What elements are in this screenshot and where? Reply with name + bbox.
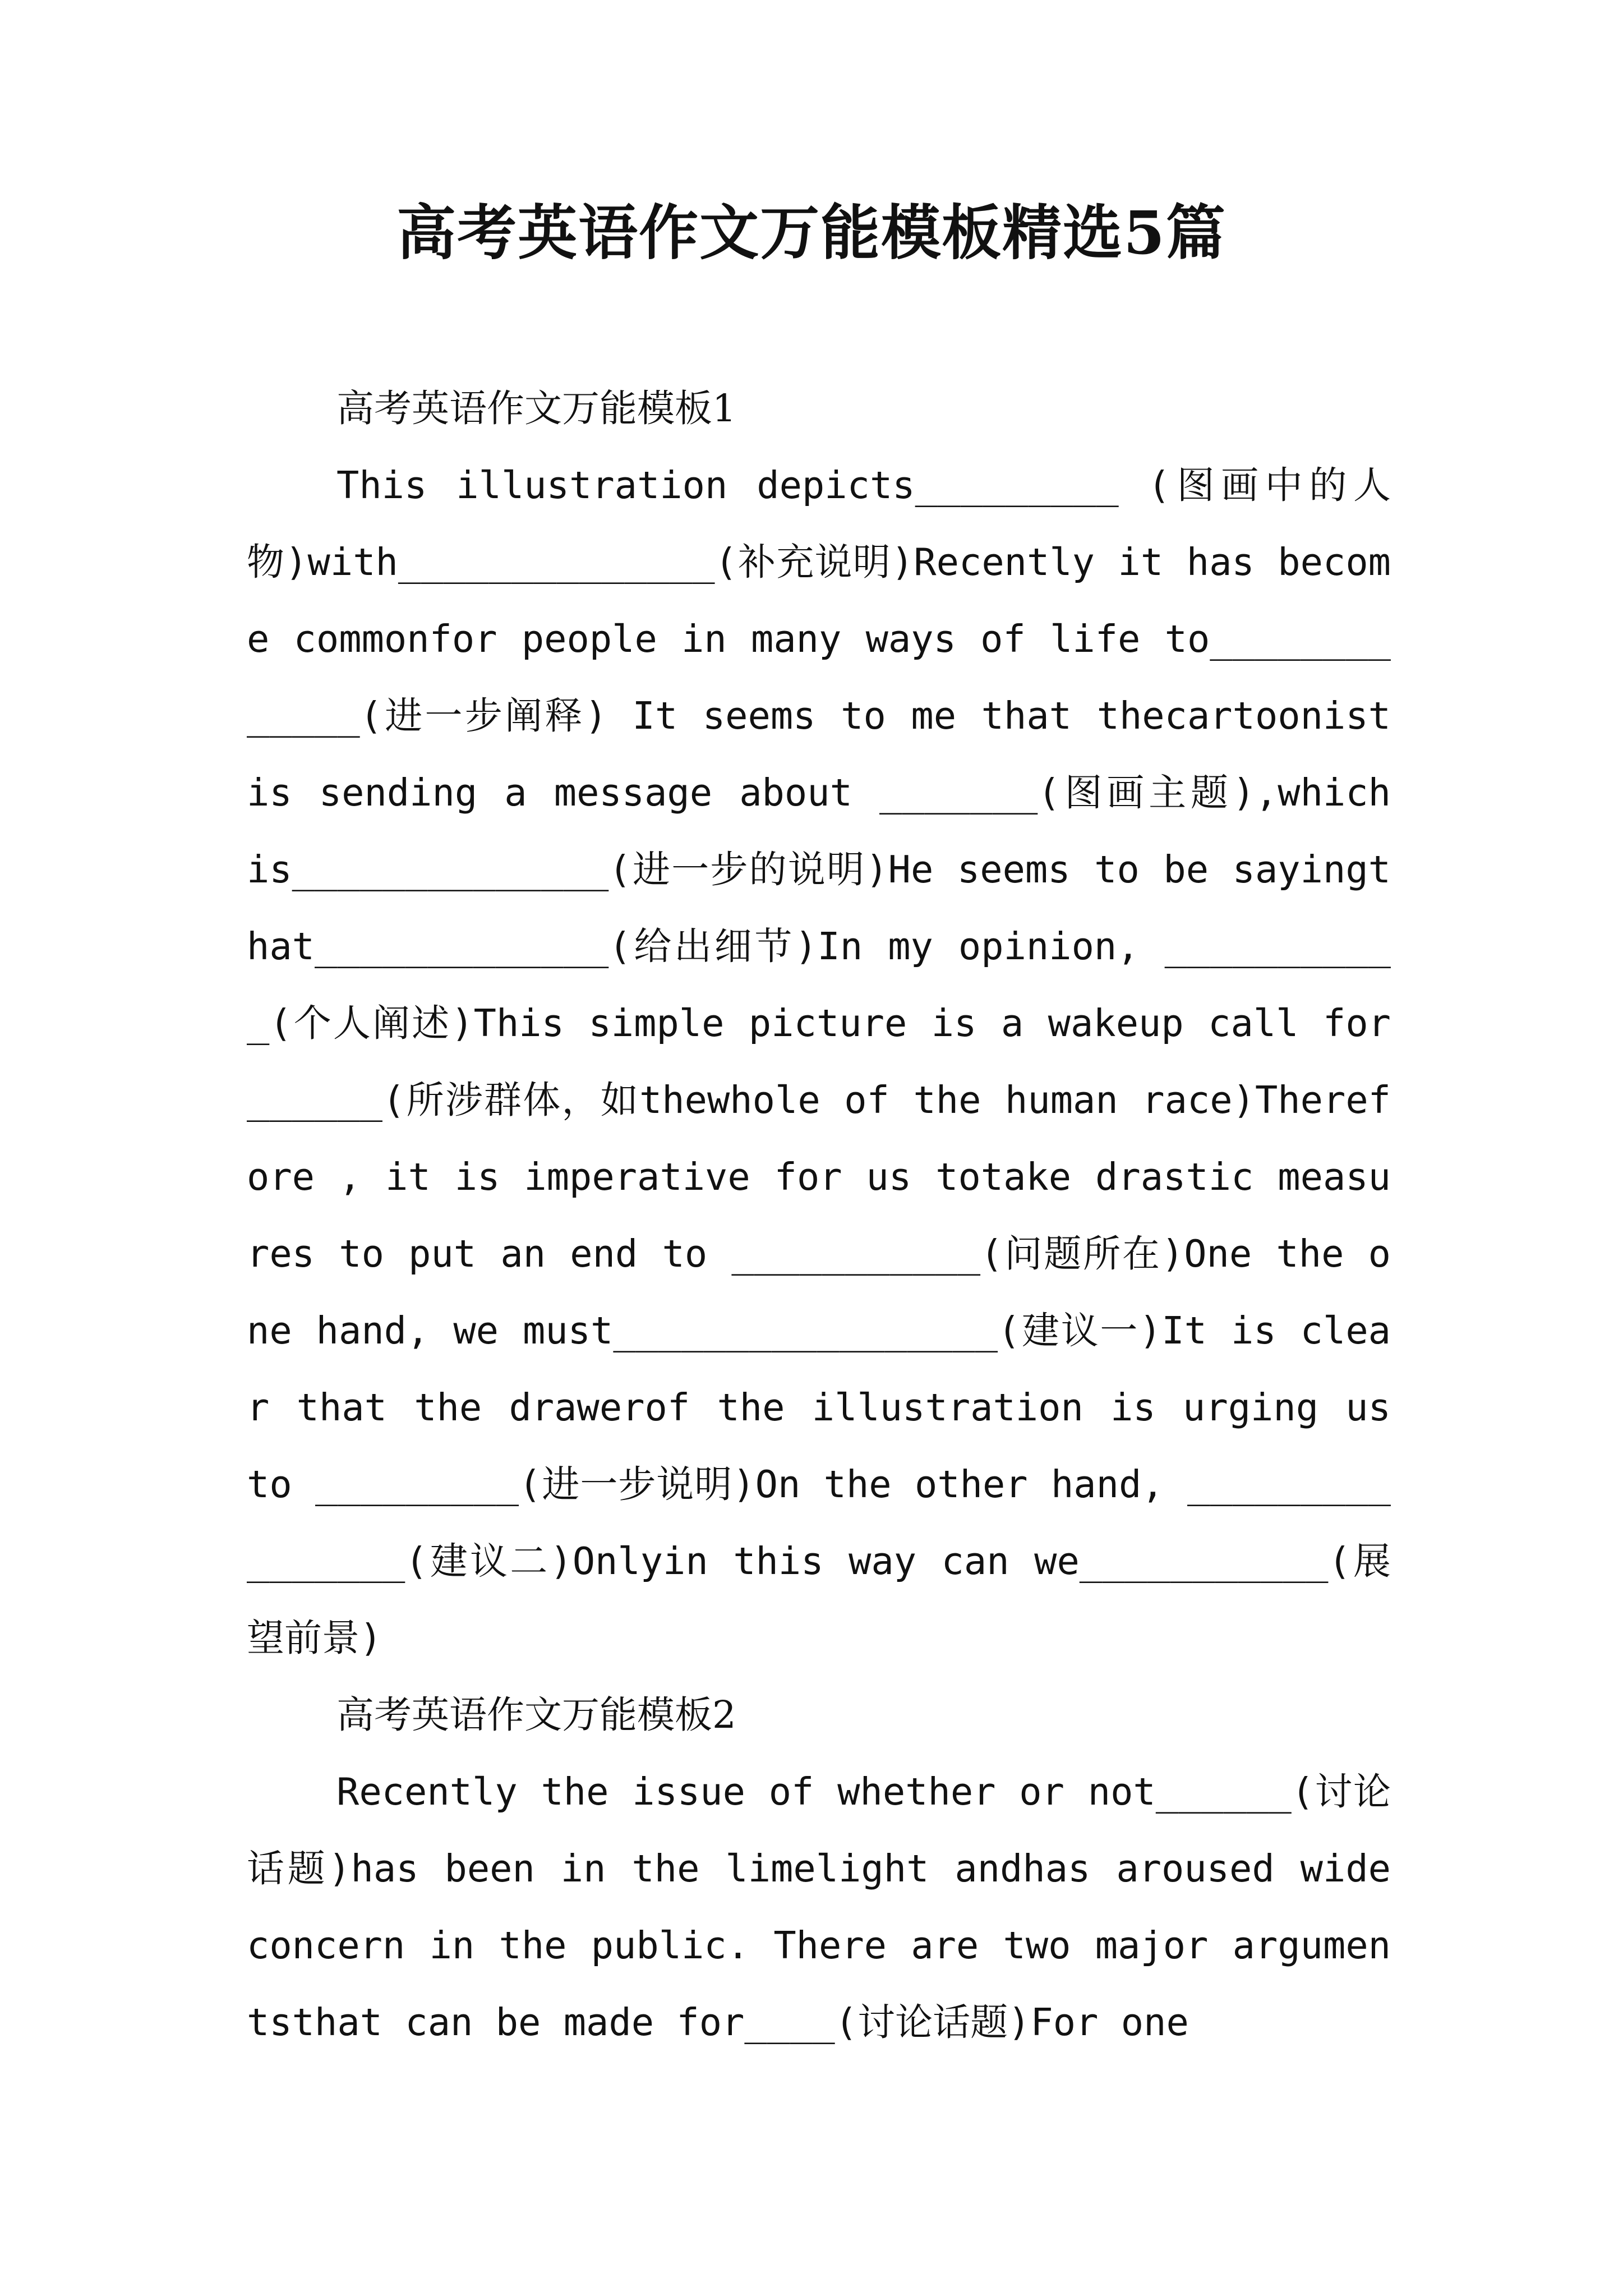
- document-body: [247, 370, 1391, 2061]
- section-paragraph-2: Recently the issue of whether or not______(讨论话题)has been in the limelight andhas aroused wide concern in the public. There are two major argumentsthat can be made for____(讨论话题)For one: [247, 1770, 1391, 2044]
- section-paragraph-1: This illustration depicts_________ (图画中的人物)with______________(补充说明)Recently it has become commonfor people in many ways of life to_____________(进一步阐释) It seems to me that thecartoonist is sending a message about _______(图画主题),which is______________(进一步的说明)He seems to be sayingthat_____________(给出细节)In my opinion, ___________(个人阐述)This simple picture is a wakeup call for ______(所涉群体，如thewhole of the human race)Therefore , it is imperative for us totake drastic measures to put an end to ___________(问题所在)One the one hand, we must_________________(建议一)It is clear that the drawerof the illustration is urging us to _________(进一步说明)On the other hand, ________________(建议二)Onlyin this way can we___________(展望前景): [247, 463, 1391, 1660]
- section-heading-1: 高考英语作文万能模板1: [336, 386, 736, 430]
- section-heading-2: 高考英语作文万能模板2: [336, 1693, 736, 1737]
- document-title: 高考英语作文万能模板精选5篇: [396, 197, 1227, 268]
